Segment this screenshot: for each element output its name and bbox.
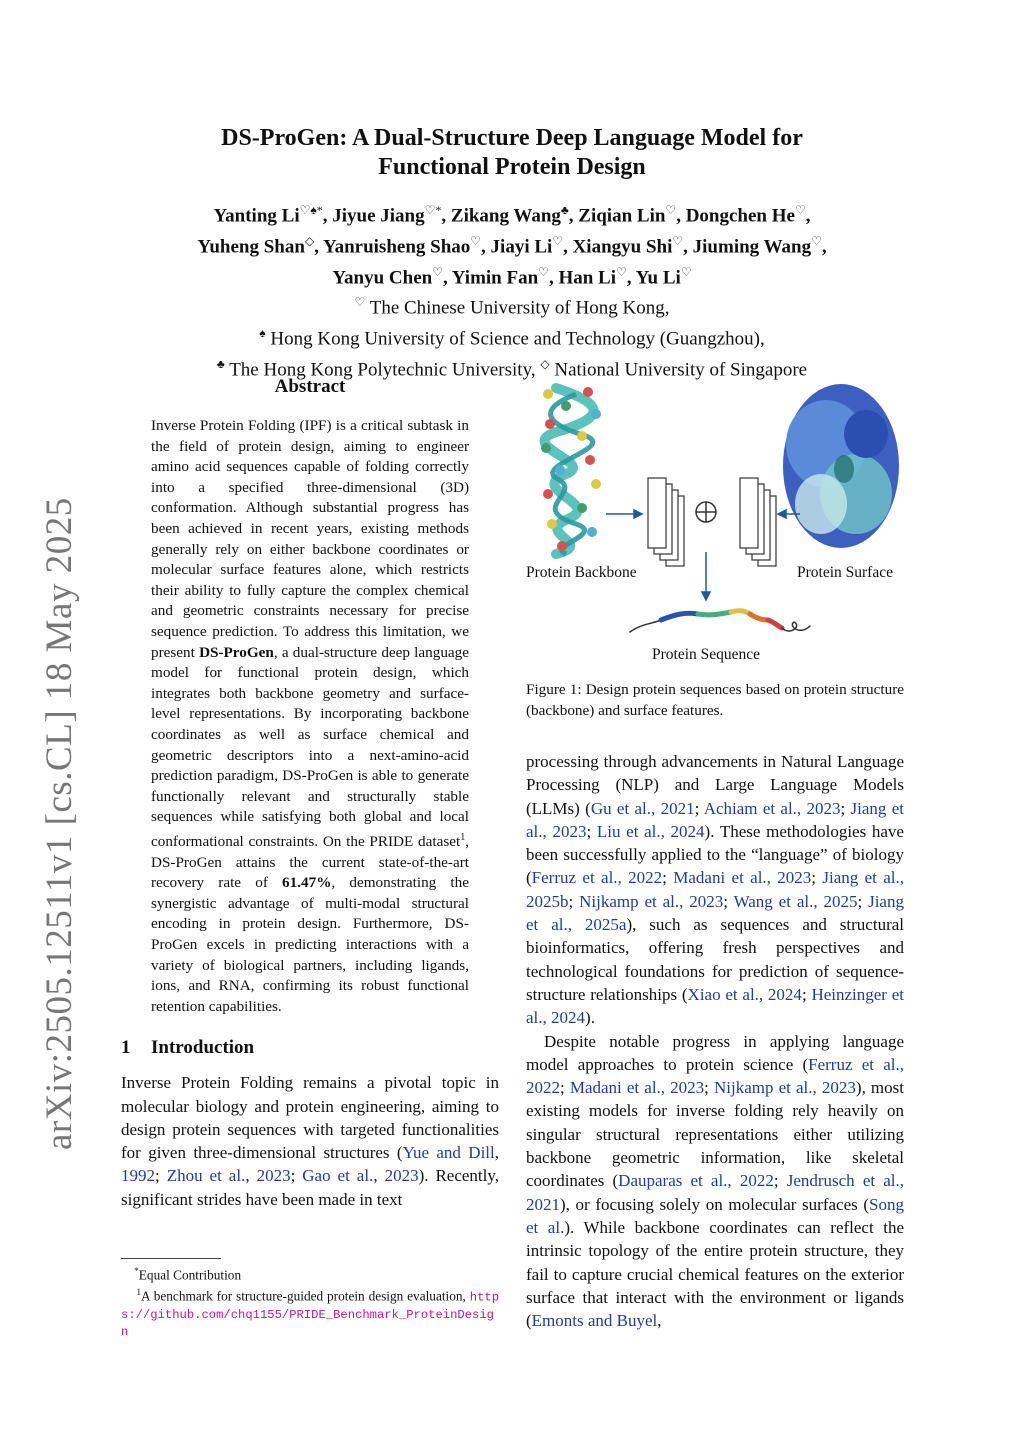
- title-line-2: Functional Protein Design: [378, 154, 646, 180]
- citation-link[interactable]: Zhou et al.: [166, 1166, 246, 1186]
- affil-text: National University of Singapore: [554, 359, 808, 381]
- abstract-part: Inverse Protein Folding (IPF) is a critical subtask in the field of protein design, aiming to engineer amino acid sequences capable of folding correctly into a specified three-dimensional (3D) conformation. Although substantial progress has been achieved in recent years, existing methods generally rely on either backbone coordinates or molecular surface features alone, which restricts their ability to fully capture the complex chemical and geometric constraints necessary for precise sequence prediction. To address this limitation, we present: [151, 417, 469, 661]
- author-name: Jiyue Jiang: [332, 205, 425, 227]
- figure-1-diagram: [526, 374, 904, 670]
- citation-link[interactable]: Jiang et al., 2025a: [526, 891, 904, 935]
- abstract-part: , demonstrating the synergistic advantage of multi-modal structural encoding in protein design. Furthermore, DS-ProGen excels in predicting interactions with a variety of biological partners, including ligands, ions, and RNA, confirming its robust functional retention capabilities.: [151, 874, 469, 1015]
- text-run: ). Recently, significant strides have been made in text: [121, 1166, 500, 1209]
- text-run: ;: [586, 821, 597, 841]
- citation-link[interactable]: Jendrusch et al., 2021: [526, 1171, 905, 1214]
- author-line-1: Yanting Li♡♠*, Jiyue Jiang♡*, Zikang Wang♣, Ziqian Lin♡, Dongchen He♡,: [213, 203, 811, 227]
- author-name: Jiuming Wang: [692, 236, 812, 258]
- citation-link[interactable]: Xiao et al., 2024: [687, 984, 802, 1004]
- citation-link[interactable]: Wang et al., 2025: [733, 891, 858, 911]
- footnote-rule: [121, 1258, 221, 1259]
- author-mark: ♡: [811, 233, 822, 248]
- author-mark: ♡: [665, 203, 677, 217]
- affil-text: The Hong Kong Polytechnic University,: [229, 359, 536, 381]
- author-mark: ♡: [794, 203, 806, 217]
- affil-mark: ♠: [259, 326, 266, 341]
- citation-link[interactable]: Madani et al., 2023: [673, 868, 812, 888]
- author-mark: ◇: [304, 233, 315, 248]
- affil-text: Hong Kong University of Science and Technology (Guangzhou),: [270, 328, 765, 350]
- text-run: ), or focusing solely on molecular surfaces (: [560, 1194, 870, 1214]
- model-name: DS-ProGen: [199, 643, 274, 661]
- text-run: ;: [857, 891, 869, 911]
- author-name: Yanyu Chen: [332, 266, 433, 288]
- citation-link[interactable]: Heinzinger et al., 2024: [526, 984, 904, 1028]
- benchmark-url-link[interactable]: https://github.com/chq1155/PRIDE_Benchmark_ProteinDesign: [121, 1290, 500, 1340]
- footnote-mark: 1: [136, 1286, 141, 1297]
- author-name: Zikang Wang: [450, 205, 561, 227]
- text-run: ,: [245, 1166, 257, 1186]
- protein-surface-image: [783, 384, 899, 548]
- author-name: Jiayi Li: [490, 236, 553, 258]
- author-mark: ♡: [538, 264, 549, 279]
- affiliation-1: [0, 290, 1024, 321]
- citation-link[interactable]: 2023: [256, 1166, 291, 1186]
- text-run: Despite notable progress in applying language model approaches to protein science (: [526, 1031, 904, 1074]
- recovery-rate: 61.47%: [282, 874, 332, 892]
- text-run: ;: [155, 1166, 167, 1186]
- author-mark: ♡: [552, 233, 564, 248]
- text-run: ). While backbone coordinates can reflect the intrinsic topology of the entire protein structure, they fail to capture crucial chemical features on the exterior surface that interact with the environment or ligands (: [526, 1217, 904, 1331]
- figure-1-caption: Figure 1: Design protein sequences based on protein structure (backbone) and surface features.: [526, 681, 904, 719]
- citation-link[interactable]: Madani et al., 2023: [569, 1078, 705, 1098]
- citation-link[interactable]: Dauparas et al., 2022: [618, 1171, 774, 1191]
- text-run: ), such as sequences and structural bioinformatics, offering fresh perspectives and technological foundations for prediction of sequence-structure relationships (: [526, 915, 904, 1004]
- author-name: Yu Li: [635, 266, 681, 288]
- right-column-text: [526, 750, 904, 1332]
- author-name: Dongchen He: [685, 205, 795, 227]
- affil-mark: ♡: [354, 295, 366, 310]
- abstract-heading: Abstract: [274, 376, 346, 397]
- citation-link[interactable]: 2023: [384, 1166, 419, 1186]
- author-line-3: Yanyu Chen♡, Yimin Fan♡, Han Li♡, Yu Li♡: [332, 264, 692, 288]
- abstract-part: , DS-ProGen attains the current state-of-the-art recovery rate of: [151, 832, 469, 892]
- protein-sequence-image: [630, 611, 810, 632]
- citation-link[interactable]: Nijkamp et al., 2023: [714, 1078, 856, 1098]
- left-column: [121, 376, 499, 1211]
- text-run: ;: [801, 984, 812, 1004]
- footnotes: [121, 1258, 499, 1341]
- figure-1: [526, 374, 904, 670]
- intro-paragraph-continued: [526, 750, 904, 1030]
- citation-link[interactable]: Jiang et al., 2023: [526, 798, 904, 841]
- text-run: ;: [723, 891, 734, 911]
- author-mark: ♡: [470, 233, 482, 248]
- citation-link[interactable]: Ferruz et al., 2022: [526, 1054, 904, 1098]
- affil-mark: ♣: [216, 357, 225, 372]
- section-title: Introduction: [151, 1037, 255, 1059]
- author-mark: ♣: [560, 203, 569, 217]
- footnote-text: Equal Contribution: [138, 1267, 242, 1283]
- label-protein-backbone: Protein Backbone: [526, 564, 637, 581]
- label-protein-sequence: Protein Sequence: [652, 646, 761, 663]
- text-run: ,: [657, 1311, 662, 1331]
- text-run: ). These methodologies have been successfully applied to the “language” of biology (: [526, 821, 904, 888]
- author-name: Ziqian Lin: [578, 205, 666, 227]
- right-column-figure: [526, 374, 904, 721]
- citation-link[interactable]: Ferruz et al., 2022: [531, 868, 663, 888]
- citation-link[interactable]: Achiam et al., 2023: [703, 798, 841, 818]
- author-mark: ♡♠*: [299, 203, 323, 217]
- text-run: ;: [704, 1078, 715, 1098]
- abstract-part: , a dual-structure deep language model for functional protein design, which integrates both backbone geometry and surface-level representations. By incorporating backbone coordinates as well as surface chemical and geometric descriptors into a next-amino-acid prediction paradigm, DS-ProGen is able to generate functionally relevant and structurally stable sequences while satisfying both global and local conformational constraints. On the PRIDE dataset: [151, 643, 470, 850]
- citation-link[interactable]: Emonts and Buyel: [531, 1311, 658, 1331]
- author-mark: ♡: [616, 264, 627, 279]
- citation-link[interactable]: Song et al.: [526, 1194, 904, 1237]
- citation-link[interactable]: Jiang et al., 2025b: [526, 868, 905, 911]
- author-name: Han Li: [558, 266, 616, 288]
- text-run: ;: [811, 868, 823, 888]
- citation-link[interactable]: Gao et al.: [302, 1166, 374, 1186]
- footnote-equal-contribution: [121, 1263, 499, 1284]
- text-run: ;: [568, 891, 580, 911]
- intro-paragraph: [121, 1071, 499, 1211]
- text-run: ), most existing models for inverse folding rely heavily on singular structural representations either utilizing backbone geometric information, like skeletal coordinates (: [526, 1078, 904, 1191]
- author-name: Yanruisheng Shao: [322, 236, 471, 258]
- paper-title: [0, 124, 1024, 182]
- section-heading-introduction: [121, 1037, 499, 1059]
- footnote-mark: *: [134, 1266, 139, 1276]
- arxiv-identifier: arXiv:2505.12511v1 [cs.CL] 18 May 2025: [39, 497, 80, 1150]
- text-run: ;: [773, 1171, 787, 1191]
- author-line-2: Yuheng Shan◇, Yanruisheng Shao♡, Jiayi Li♡, Xiangyu Shi♡, Jiuming Wang♡,: [197, 233, 827, 258]
- text-run: ;: [662, 868, 674, 888]
- footnote-1: [121, 1284, 499, 1341]
- citation-link[interactable]: Gu et al., 2021: [590, 798, 695, 818]
- surface-encoder-stack: [740, 478, 776, 566]
- text-run: ;: [560, 1078, 570, 1098]
- affil-text: The Chinese University of Hong Kong,: [369, 297, 670, 319]
- author-mark: ♡: [432, 264, 443, 279]
- text-run: ,: [373, 1166, 385, 1186]
- label-protein-surface: Protein Surface: [797, 564, 893, 581]
- abstract-text: [151, 416, 469, 1017]
- backbone-encoder-stack: [648, 478, 684, 566]
- text-run: ;: [290, 1166, 303, 1186]
- author-name: Yanting Li: [213, 205, 300, 227]
- affil-mark: ◇: [540, 357, 550, 372]
- citation-link[interactable]: Liu et al., 2024: [596, 821, 705, 841]
- citation-link[interactable]: Nijkamp et al., 2023: [579, 891, 724, 911]
- author-name: Xiangyu Shi: [572, 236, 673, 258]
- title-line-1: DS-ProGen: A Dual-Structure Deep Language Model for: [221, 125, 803, 151]
- text-run: processing through advancements in Natural Language Processing (NLP) and Large Language Models (LLMs) (: [526, 752, 904, 818]
- author-name: Yuheng Shan: [197, 236, 305, 258]
- footnote-ref[interactable]: 1: [460, 831, 466, 843]
- author-name: Yimin Fan: [451, 266, 539, 288]
- text-run: ;: [694, 798, 704, 818]
- footnote-text: A benchmark for structure-guided protein design evaluation,: [140, 1288, 466, 1304]
- citation-link[interactable]: Yue and Dill: [402, 1143, 495, 1163]
- text-run: ).: [585, 1008, 595, 1028]
- affiliation-2: [0, 321, 1024, 352]
- paragraph-2: [526, 1030, 904, 1333]
- author-mark: ♡: [680, 264, 692, 279]
- text-run: Inverse Protein Folding remains a pivotal topic in molecular biology and protein engineering, aiming to design protein sequences with targeted functionalities for given three-dimensional structures (: [121, 1073, 499, 1163]
- fusion-plus-icon: [696, 502, 716, 522]
- author-mark: ♡*: [424, 203, 442, 217]
- author-mark: ♡: [672, 233, 684, 248]
- protein-backbone-image: [541, 387, 601, 554]
- citation-link[interactable]: 1992: [121, 1166, 155, 1186]
- text-run: ;: [840, 798, 851, 818]
- author-block: [0, 198, 1024, 383]
- section-number: 1: [121, 1037, 131, 1059]
- text-run: ,: [494, 1143, 500, 1163]
